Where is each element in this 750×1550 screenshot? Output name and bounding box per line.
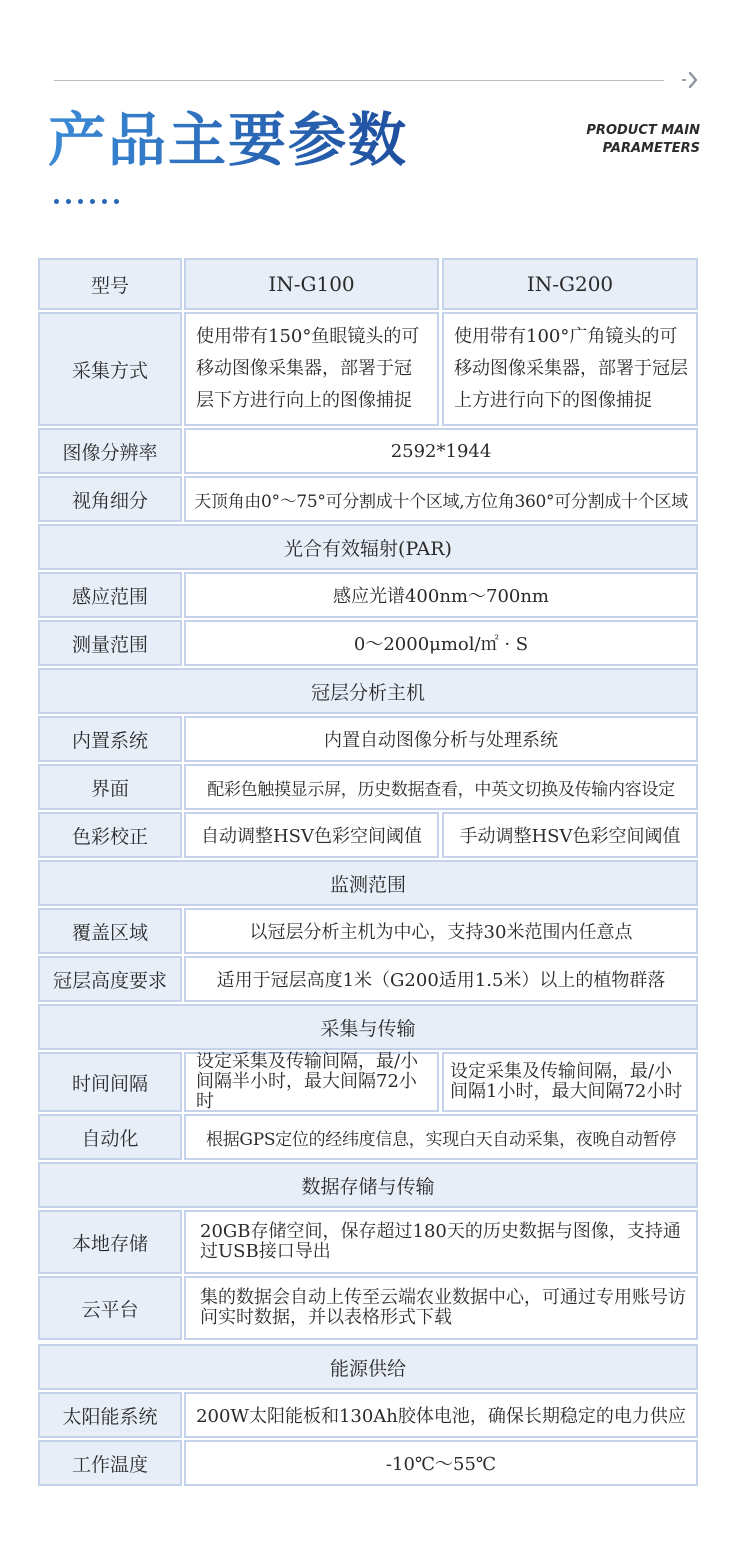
canopy-height-value: 适用于冠层高度1米（G200适用1.5米）以上的植物群落 <box>184 956 698 1002</box>
decorative-dots <box>54 199 119 204</box>
local-storage-value: 20GB存储空间，保存超过180天的历史数据与图像，支持通过USB接口导出 <box>184 1210 698 1274</box>
resolution-value: 2592*1944 <box>184 428 698 474</box>
section-canopy-host: 冠层分析主机 <box>38 668 698 714</box>
color-correction-g200: 手动调整HSV色彩空间阈值 <box>442 812 698 858</box>
double-chevron-right-icon <box>680 69 702 91</box>
solar-system-value: 200W太阳能板和130Ah胶体电池，确保长期稳定的电力供应 <box>184 1392 698 1438</box>
dot-icon <box>90 199 95 204</box>
dot-icon <box>54 199 59 204</box>
label-view-angle: 视角细分 <box>38 476 182 522</box>
dot-icon <box>114 199 119 204</box>
label-coverage: 覆盖区域 <box>38 908 182 954</box>
label-sensing-range: 感应范围 <box>38 572 182 618</box>
label-canopy-height: 冠层高度要求 <box>38 956 182 1002</box>
label-solar-system: 太阳能系统 <box>38 1392 182 1438</box>
label-automation: 自动化 <box>38 1114 182 1160</box>
builtin-system-value: 内置自动图像分析与处理系统 <box>184 716 698 762</box>
dot-icon <box>78 199 83 204</box>
section-power-supply: 能源供给 <box>38 1344 698 1390</box>
page-title: 产品主要参数 <box>48 102 408 178</box>
subtitle-line-2: PARAMETERS <box>602 141 700 156</box>
header-divider-line <box>54 80 664 81</box>
label-acquisition: 采集方式 <box>38 312 182 426</box>
label-resolution: 图像分辨率 <box>38 428 182 474</box>
model-ing100: IN-G100 <box>184 258 439 310</box>
measure-range-value: 0～2000μmol/㎡ · S <box>184 620 698 666</box>
label-local-storage: 本地存储 <box>38 1210 182 1274</box>
section-data-storage: 数据存储与传输 <box>38 1162 698 1208</box>
color-correction-g100: 自动调整HSV色彩空间阈值 <box>184 812 439 858</box>
label-working-temperature: 工作温度 <box>38 1440 182 1486</box>
working-temperature-value: -10℃～55℃ <box>184 1440 698 1486</box>
sensing-range-value: 感应光谱400nm～700nm <box>184 572 698 618</box>
parameters-table <box>38 258 698 1488</box>
section-par: 光合有效辐射(PAR) <box>38 524 698 570</box>
subtitle-line-1: PRODUCT MAIN <box>586 123 700 138</box>
time-interval-g100: 设定采集及传输间隔，最/小间隔半小时，最大间隔72小时 <box>184 1052 439 1112</box>
model-ing200: IN-G200 <box>442 258 698 310</box>
label-time-interval: 时间间隔 <box>38 1052 182 1112</box>
label-builtin-system: 内置系统 <box>38 716 182 762</box>
dot-icon <box>66 199 71 204</box>
page-subtitle-en <box>500 122 700 158</box>
label-cloud-platform: 云平台 <box>38 1276 182 1340</box>
acquisition-g100: 使用带有150°鱼眼镜头的可移动图像采集器，部署于冠层下方进行向上的图像捕捉 <box>184 312 439 426</box>
dot-icon <box>102 199 107 204</box>
label-color-correction: 色彩校正 <box>38 812 182 858</box>
interface-value: 配彩色触摸显示屏，历史数据查看，中英文切换及传输内容设定 <box>184 764 698 810</box>
coverage-value: 以冠层分析主机为中心，支持30米范围内任意点 <box>184 908 698 954</box>
section-monitor-range: 监测范围 <box>38 860 698 906</box>
automation-value: 根据GPS定位的经纬度信息，实现白天自动采集，夜晚自动暂停 <box>184 1114 698 1160</box>
label-measure-range: 测量范围 <box>38 620 182 666</box>
label-interface: 界面 <box>38 764 182 810</box>
acquisition-g200: 使用带有100°广角镜头的可移动图像采集器，部署于冠层上方进行向下的图像捕捉 <box>442 312 698 426</box>
time-interval-g200: 设定采集及传输间隔，最/小间隔1小时，最大间隔72小时 <box>442 1052 698 1112</box>
cloud-platform-value: 集的数据会自动上传至云端农业数据中心，可通过专用账号访问实时数据，并以表格形式下载 <box>184 1276 698 1340</box>
label-model: 型号 <box>38 258 182 310</box>
section-acquisition-transfer: 采集与传输 <box>38 1004 698 1050</box>
view-angle-value: 天顶角由0°～75°可分割成十个区域,方位角360°可分割成十个区域 <box>184 476 698 522</box>
